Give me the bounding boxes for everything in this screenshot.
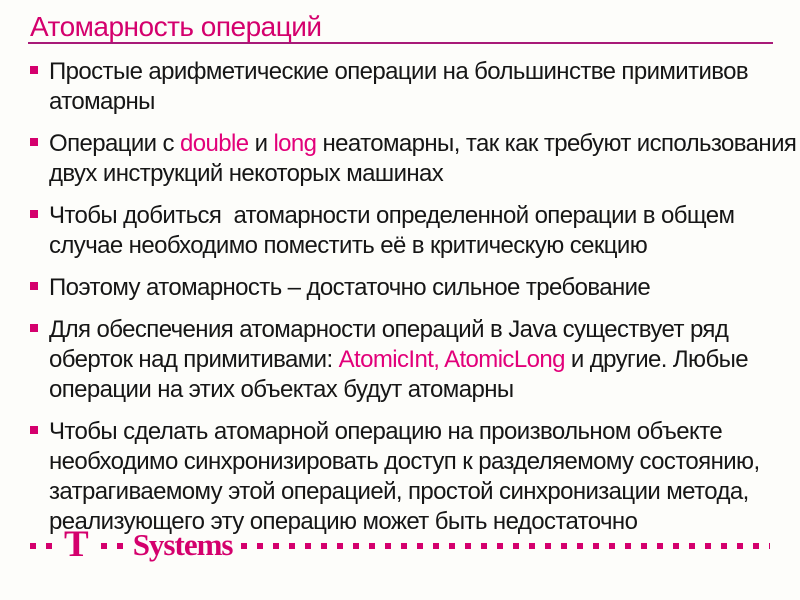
bullet-text-segment: реализующего эту операцию может быть недостаточно (49, 508, 638, 535)
bullet-line (49, 57, 748, 87)
bullet-list (30, 57, 796, 549)
brand-name: Systems (132, 527, 233, 562)
bullet-item (30, 57, 796, 117)
title-underline (28, 42, 773, 44)
bullet-item (30, 315, 796, 405)
bullet-content (49, 129, 796, 189)
bullet-line (49, 129, 796, 159)
bullet-item (30, 273, 796, 303)
bullet-line (49, 159, 796, 189)
bullet-text-segment: и другие. Любые (564, 346, 748, 373)
bullet-square-icon (30, 210, 38, 218)
keyword-text: AtomicInt, AtomicLong (338, 346, 565, 373)
bullet-text-segment: и (248, 130, 274, 157)
bullet-text-segment: неатомарны, так как требуют использования (316, 130, 797, 157)
bullet-text-segment: операции на этих объектах будут атомарны (49, 376, 514, 403)
bullet-content (49, 201, 734, 261)
brand-footer (30, 524, 770, 565)
bullet-item (30, 129, 796, 189)
brand-dot-icon (46, 543, 52, 549)
bullet-square-icon (30, 282, 38, 290)
bullet-text-segment: Чтобы добиться атомарности определенной операции в общем (49, 202, 735, 229)
bullet-square-icon (30, 324, 38, 332)
bullet-text-segment: Для обеспечения атомарности операций в Java существует ряд (49, 316, 729, 343)
bullet-content (49, 273, 650, 303)
bullet-text-segment: двух инструкций некоторых машинах (49, 160, 444, 187)
bullet-line (49, 477, 760, 507)
bullet-line (49, 315, 748, 345)
bullet-text-segment: атомарны (49, 88, 155, 115)
bullet-text-segment: Чтобы сделать атомарной операцию на произвольном объекте (49, 418, 723, 445)
bullet-content (49, 417, 760, 537)
brand-dot-icon (30, 543, 36, 549)
bullet-item (30, 417, 796, 537)
bullet-line (49, 231, 734, 261)
bullet-square-icon (30, 66, 38, 74)
bullet-text-segment: оберток над примитивами: (49, 346, 339, 373)
brand-dotted-rule (241, 543, 770, 549)
bullet-content (49, 57, 748, 117)
bullet-text-segment: случае необходимо поместить её в критическую секцию (49, 232, 648, 259)
bullet-line (49, 345, 748, 375)
bullet-line (49, 447, 760, 477)
bullet-line (49, 201, 734, 231)
bullet-text-segment: затрагиваемому этой операцией, простой синхронизации метода, (49, 478, 749, 505)
bullet-line (49, 417, 760, 447)
bullet-line (49, 375, 748, 405)
bullet-text-segment: Простые арифметические операции на большинстве примитивов (49, 58, 749, 85)
bullet-item (30, 201, 796, 261)
keyword-text: long (273, 130, 317, 157)
brand-dot-icon (117, 543, 123, 549)
bullet-text-segment: необходимо синхронизировать доступ к разделяемому состоянию, (49, 448, 760, 475)
bullet-square-icon (30, 138, 38, 146)
bullet-line (49, 87, 748, 117)
bullet-text-segment: Поэтому атомарность – достаточно сильное требование (49, 274, 651, 301)
brand-dot-icon (101, 543, 107, 549)
bullet-line (49, 273, 650, 303)
telekom-t-logo: T (64, 524, 89, 565)
bullet-square-icon (30, 426, 38, 434)
slide-title: Атомарность операций (30, 11, 322, 42)
keyword-text: double (180, 130, 249, 157)
bullet-content (49, 315, 748, 405)
bullet-text-segment: Операции с (49, 130, 181, 157)
